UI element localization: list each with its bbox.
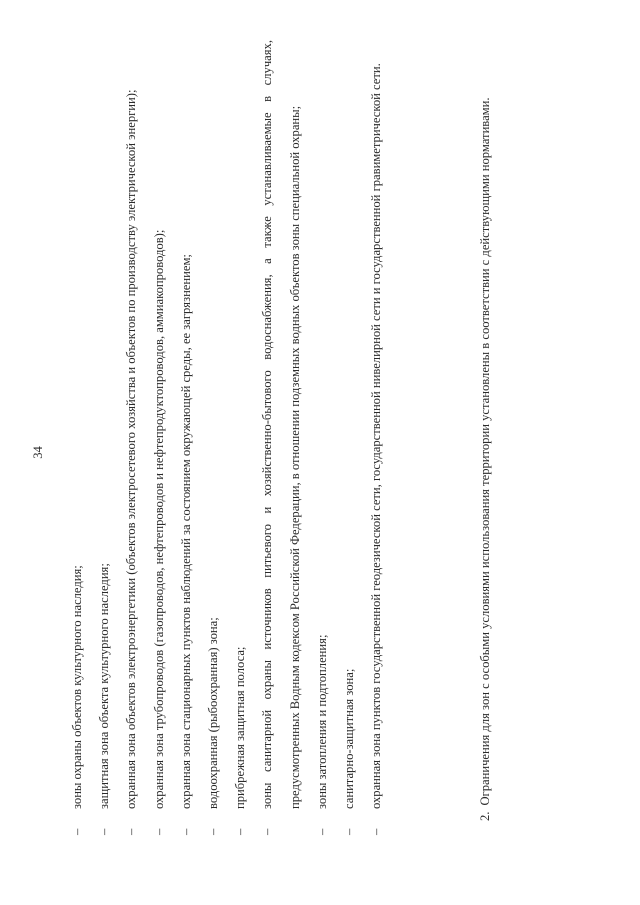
- restriction-zone-list: [64, 40, 390, 835]
- list-item: [173, 40, 200, 835]
- list-dash: –: [70, 828, 84, 835]
- list-item: [146, 40, 173, 835]
- list-item-text: зоны охраны объектов культурного наследия;: [70, 565, 84, 809]
- list-dash: –: [206, 828, 221, 835]
- list-dash: –: [369, 828, 384, 835]
- list-dash: –: [314, 828, 329, 835]
- list-item-text: зоны санитарной охраны источников питьевого и хозяйственно-бытового водоснабжения, а также устанавливаемые в случаях, предусмотренных Водным кодексом Российской Федерации, в отношении подземных водных объектов зоны специальной охраны;: [260, 40, 302, 809]
- list-item: [254, 40, 308, 835]
- list-item-text: водоохранная (рыбоохранная) зона;: [206, 617, 221, 809]
- list-item-text: охранная зона объектов электроэнергетики (объектов электросетевого хозяйства и объектов по производству электрической энергии);: [124, 89, 139, 809]
- list-item: [91, 40, 118, 835]
- list-dash: –: [97, 828, 112, 835]
- list-item: [64, 40, 91, 835]
- list-dash: –: [178, 828, 193, 835]
- list-item: [200, 40, 227, 835]
- list-dash: –: [342, 828, 357, 835]
- paragraph-number: 2.: [478, 811, 492, 821]
- paragraph-text: Ограничения для зон с особыми условиями использования территории установлены в соответствии с действующими нормативами.: [478, 97, 492, 806]
- page-number: 34: [31, 446, 45, 459]
- list-item: [336, 40, 363, 835]
- list-item: [118, 40, 145, 835]
- list-item-text: зоны затопления и подтопления;: [314, 634, 329, 809]
- list-item-text: охранная зона трубопроводов (газопроводов, нефтепроводов и нефтепродуктопроводов, аммиакопроводов);: [151, 229, 166, 809]
- list-item-text: санитарно-защитная зона;: [342, 668, 357, 809]
- list-item: [309, 40, 336, 835]
- list-item-text: защитная зона объекта культурного наследия;: [97, 563, 112, 809]
- closing-paragraph: [472, 40, 499, 835]
- list-dash: –: [260, 828, 275, 835]
- list-dash: –: [151, 828, 166, 835]
- list-item: [363, 40, 390, 835]
- list-dash: –: [233, 828, 248, 835]
- list-item-text: охранная зона пунктов государственной геодезической сети, государственной нивелирной сети и государственной гравиметрической сети.: [369, 63, 384, 809]
- list-dash: –: [124, 828, 139, 835]
- list-item-text: прибрежная защитная полоса;: [233, 646, 248, 809]
- list-item: [227, 40, 254, 835]
- list-item-text: охранная зона стационарных пунктов наблюдений за состоянием окружающей среды, ее загрязнением;: [178, 254, 193, 809]
